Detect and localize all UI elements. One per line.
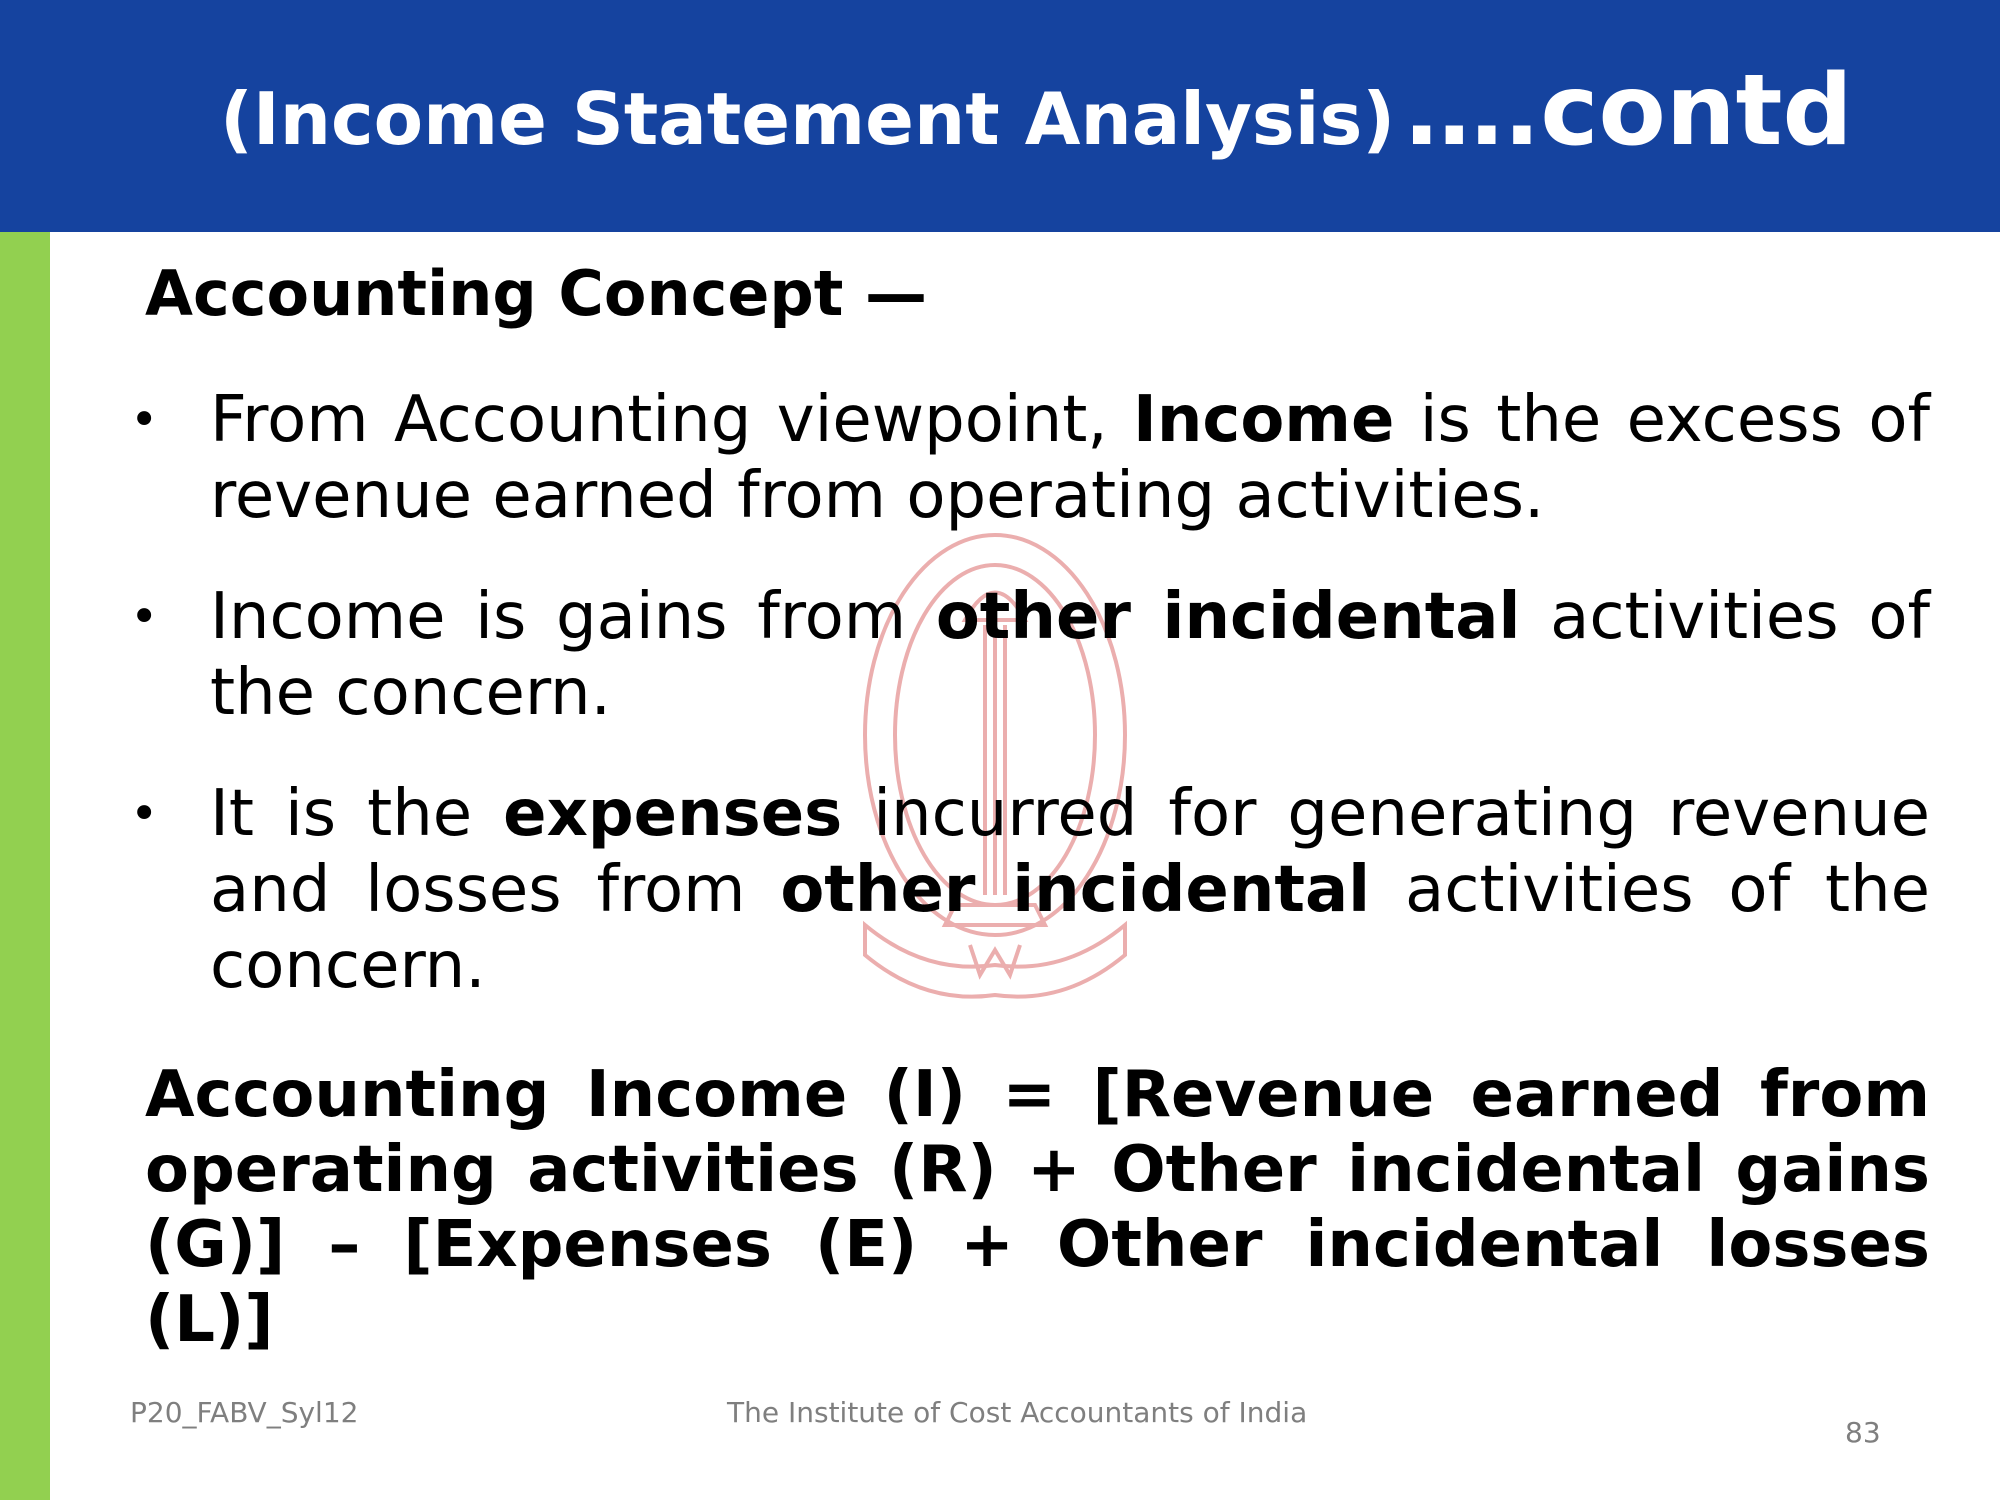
bullet-item bbox=[130, 579, 1930, 731]
header-bar bbox=[0, 0, 2000, 232]
green-sidebar bbox=[0, 232, 50, 1500]
bullet-list bbox=[130, 382, 1930, 1049]
bullet-bold-text: other incidental bbox=[935, 580, 1521, 654]
accounting-income-formula: Accounting Income (I) = [Revenue earned from operating activities (R) + Other incidental gains (G)] – [Expenses (E) + Other incidental losses (L)] bbox=[145, 1058, 1930, 1357]
bullet-text: activities of the concern. bbox=[210, 853, 1931, 1003]
bullet-dot: • bbox=[130, 589, 159, 645]
bullet-text: From Accounting viewpoint, bbox=[210, 383, 1134, 457]
title-contd: ….contd bbox=[1405, 54, 1853, 168]
bullet-dot: • bbox=[130, 786, 159, 842]
bullet-item bbox=[130, 776, 1930, 1004]
bullet-text: It is the bbox=[210, 777, 504, 851]
bullet-bold-text: expenses bbox=[503, 777, 843, 851]
footer-institute-name: The Institute of Cost Accountants of India bbox=[727, 1396, 1308, 1429]
bullet-item bbox=[130, 382, 1930, 534]
bullet-text: activities of the concern. bbox=[210, 580, 1931, 730]
title-main: (Income Statement Analysis) bbox=[220, 77, 1396, 161]
bullet-text: Income is gains from bbox=[210, 580, 936, 654]
bullet-text: is the excess of revenue earned from operating activities. bbox=[210, 383, 1931, 533]
bullet-bold-text: Income bbox=[1133, 383, 1395, 457]
bullet-bold-text: other incidental bbox=[780, 853, 1371, 927]
bullet-dot: • bbox=[130, 392, 159, 448]
bullet-text: incurred for generating revenue and losses from bbox=[210, 777, 1931, 927]
page-number: 83 bbox=[1845, 1416, 1881, 1449]
slide-title bbox=[220, 54, 1920, 168]
footer-course-code: P20_FABV_Syl12 bbox=[130, 1396, 359, 1429]
section-heading: Accounting Concept — bbox=[145, 257, 927, 330]
